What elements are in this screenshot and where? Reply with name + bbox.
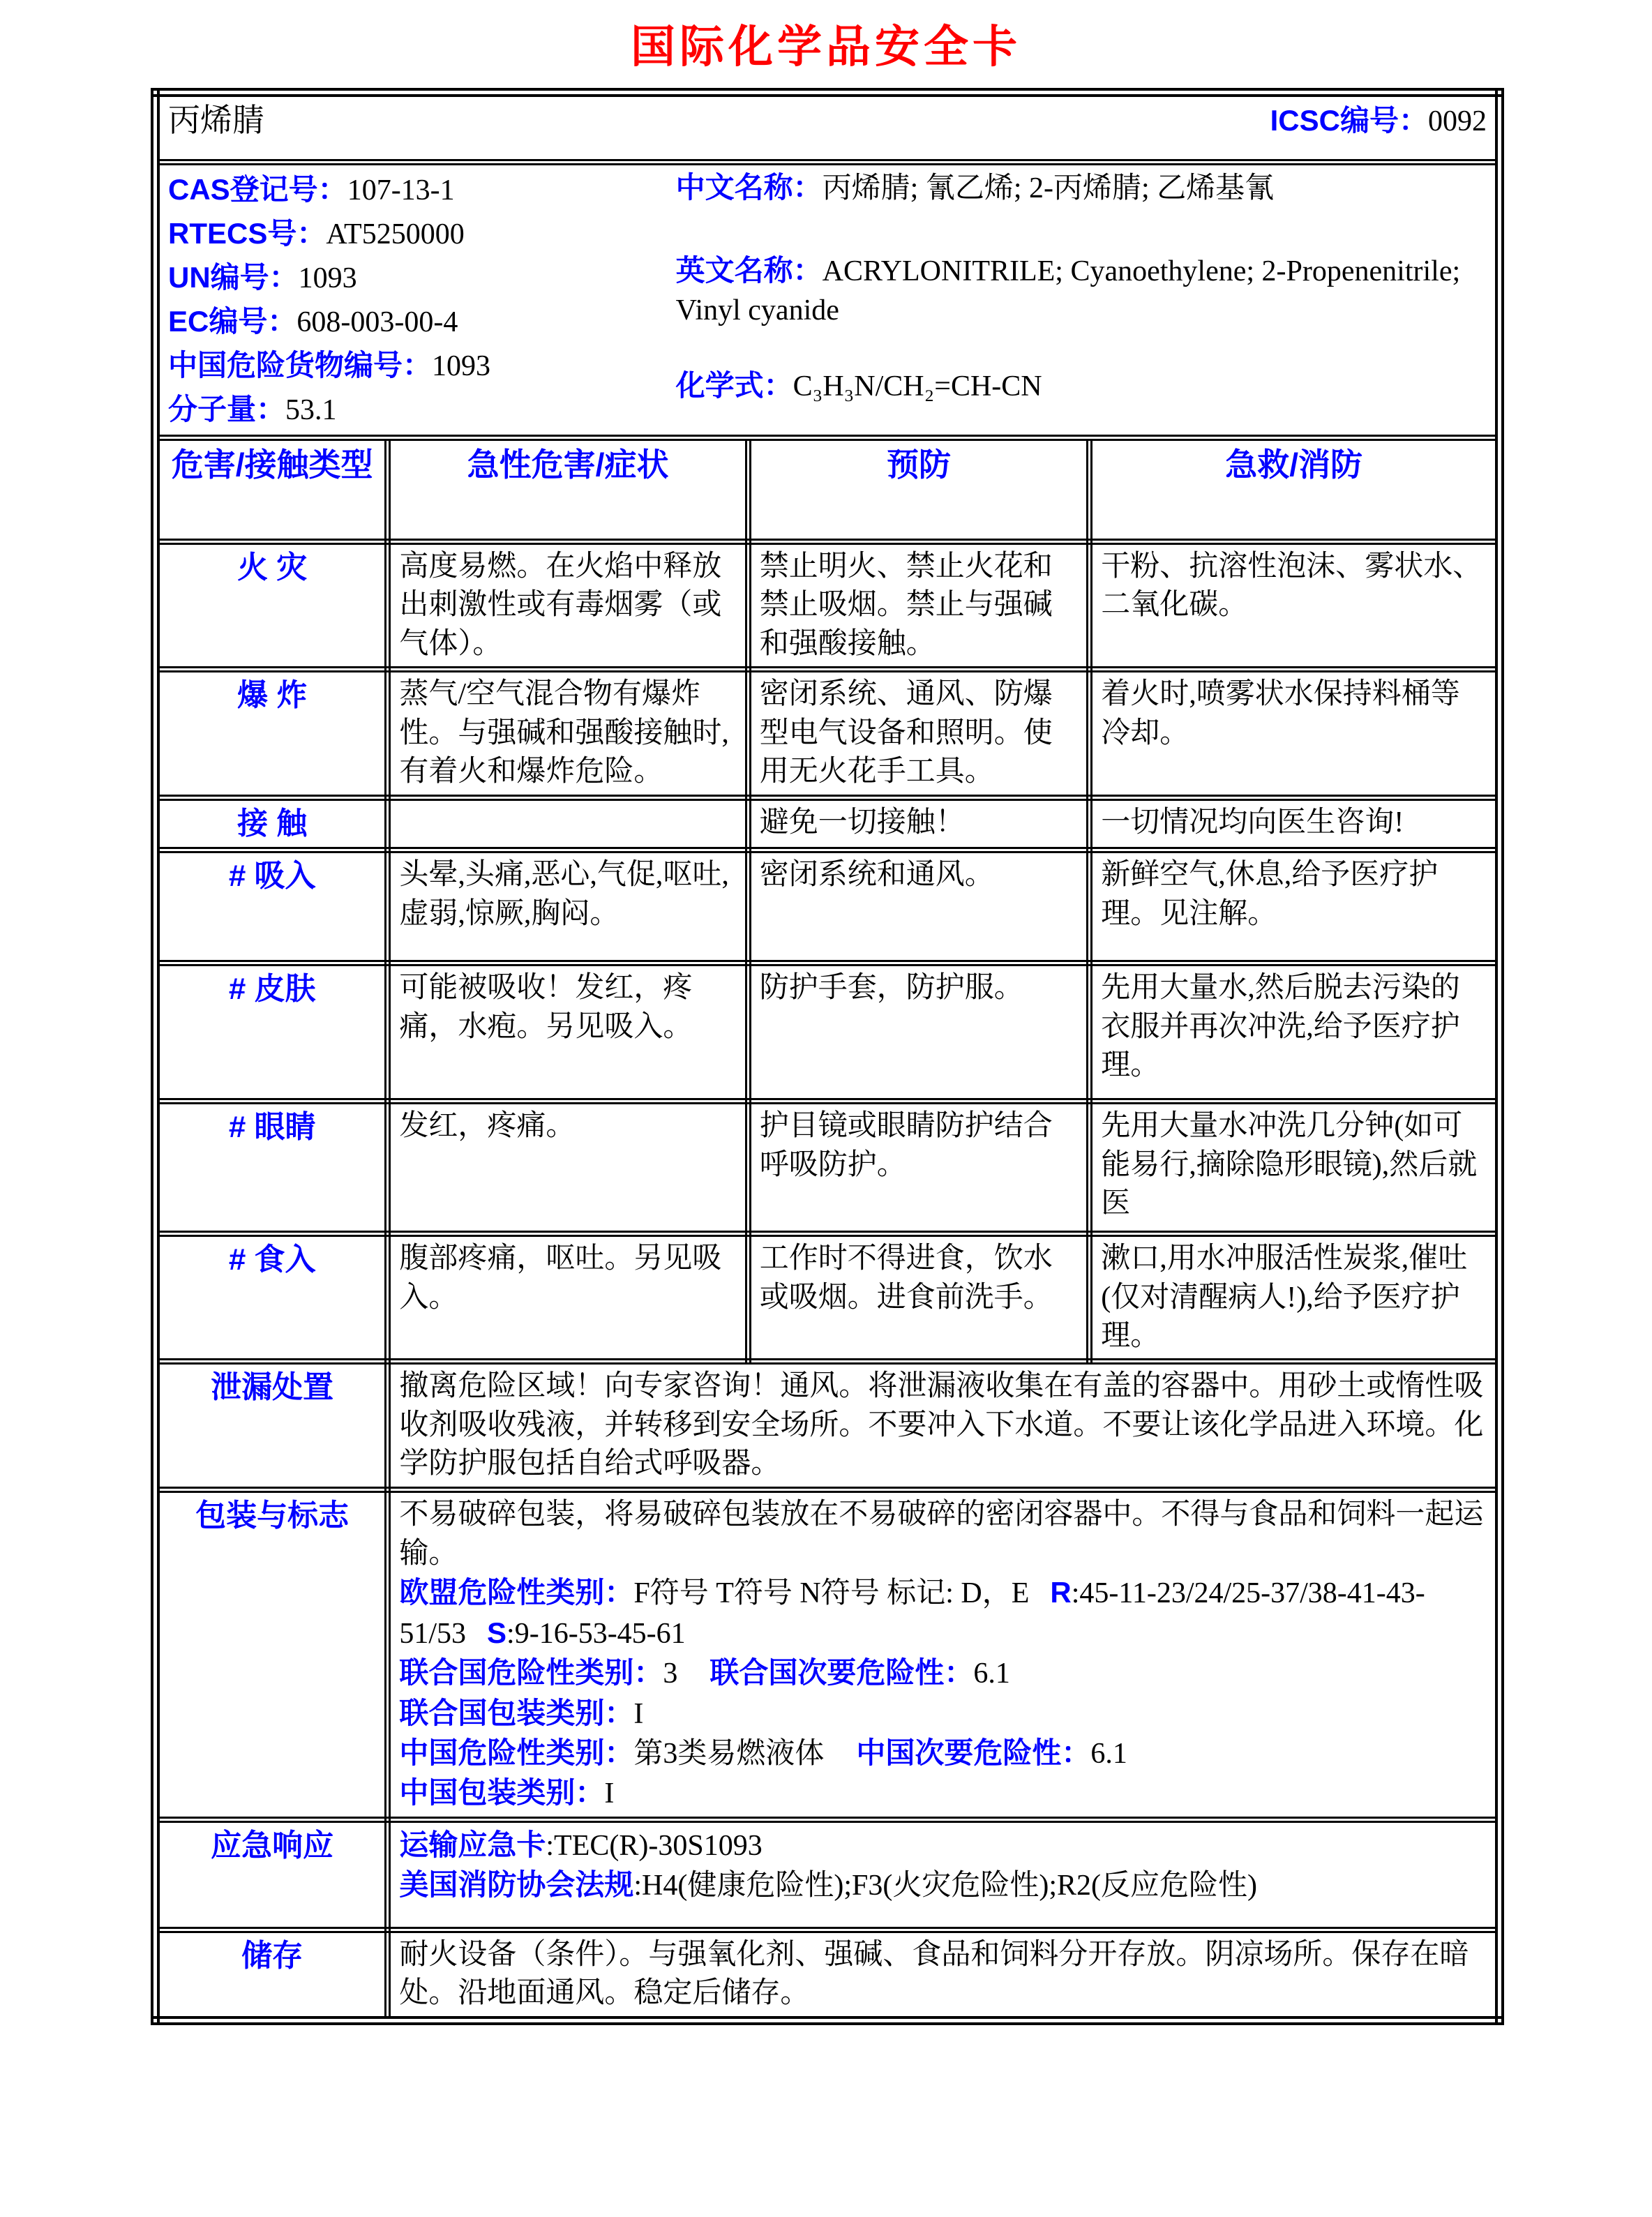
- cn-subrisk-value: 6.1: [1090, 1738, 1127, 1770]
- storage-label: 储存: [156, 1930, 388, 2020]
- spill-label: 泄漏处置: [156, 1362, 388, 1490]
- header-acute-symptoms: 急性危害/症状: [388, 438, 748, 542]
- exposure-symptoms-cell: [388, 797, 748, 850]
- ingestion-response-cell: 漱口,用水冲服活性炭浆,催吐(仅对清醒病人!),给予医疗护理。: [1090, 1234, 1500, 1362]
- emergency-content: [388, 1819, 1500, 1930]
- identification-left-column: [168, 168, 676, 432]
- un-class-label: 联合国危险性类别：: [399, 1656, 663, 1690]
- nfpa-line: [399, 1865, 1487, 1905]
- cas-number-row: [168, 168, 676, 212]
- icsc-page: [0, 11, 1652, 2217]
- cn-packgroup-value: I: [604, 1778, 615, 1810]
- skin-symptoms-cell: 可能被吸收！发红，疼痛，水疱。另见吸入。: [388, 963, 748, 1102]
- icsc-number-label: ICSC编号：: [1270, 103, 1428, 137]
- transport-card-value: :TEC(R)-30S1093: [546, 1829, 763, 1862]
- chinese-name-row: [676, 168, 1487, 208]
- molecular-weight-value: 53.1: [285, 394, 337, 426]
- inhalation-row-label: # 吸入: [156, 850, 388, 963]
- transport-card-line: [399, 1826, 1487, 1865]
- identification-right-column: [676, 168, 1487, 432]
- un-number-value: 1093: [298, 262, 357, 294]
- rtecs-number-value: AT5250000: [326, 218, 465, 250]
- explosion-symptoms-cell: 蒸气/空气混合物有爆炸性。与强碱和强酸接触时,有着火和爆炸危险。: [388, 670, 748, 797]
- cn-class-label: 中国危险性类别：: [399, 1736, 634, 1769]
- ec-number-label: EC编号：: [168, 305, 297, 338]
- hazard-row-explosion: [156, 670, 1500, 797]
- nfpa-value: :H4(健康危险性);F3(火灾危险性);R2(反应危险性): [633, 1870, 1258, 1902]
- emergency-row: [156, 1819, 1500, 1930]
- cn-packgroup-line: [399, 1773, 1487, 1813]
- spill-row: [156, 1362, 1500, 1490]
- inhalation-prevention-cell: 密闭系统和通风。: [748, 850, 1089, 963]
- rtecs-number-row: [168, 212, 676, 256]
- emergency-label: 应急响应: [156, 1819, 388, 1930]
- inhalation-response-cell: 新鲜空气,休息,给予医疗护理。见注解。: [1090, 850, 1500, 963]
- ec-number-value: 608-003-00-4: [296, 306, 458, 338]
- s-phrase-label: S: [487, 1616, 507, 1649]
- china-dg-number-label: 中国危险货物编号：: [168, 349, 433, 382]
- hazard-row-inhalation: [156, 850, 1500, 963]
- hazard-row-exposure: [156, 797, 1500, 850]
- exposure-row-label: 接 触: [156, 797, 388, 850]
- hazard-row-ingestion: [156, 1234, 1500, 1362]
- inhalation-symptoms-cell: 头晕,头痛,恶心,气促,呕吐,虚弱,惊厥,胸闷。: [388, 850, 748, 963]
- cas-number-label: CAS登记号：: [168, 173, 347, 206]
- un-number-label: UN编号：: [168, 261, 299, 294]
- packaging-intro: 不易破碎包装，将易破碎包装放在不易破碎的密闭容器中。不得与食品和饲料一起运输。: [399, 1498, 1484, 1570]
- fire-row-label: 火 灾: [156, 542, 388, 670]
- molecular-weight-row: [168, 388, 676, 432]
- chinese-name-value: 丙烯腈; 氰乙烯; 2-丙烯腈; 乙烯基氰: [822, 172, 1275, 204]
- fire-response-cell: 干粉、抗溶性泡沫、雾状水、二氧化碳。: [1090, 542, 1500, 670]
- s-phrase-value: :9-16-53-45-61: [506, 1617, 686, 1650]
- skin-response-cell: 先用大量水,然后脱去污染的衣服并再次冲洗,给予医疗护理。: [1090, 963, 1500, 1102]
- explosion-prevention-cell: 密闭系统、通风、防爆型电气设备和照明。使用无火花手工具。: [748, 670, 1089, 797]
- substance-name: 丙烯腈: [168, 103, 264, 138]
- nfpa-label: 美国消防协会法规: [399, 1868, 634, 1902]
- un-packgroup-value: I: [633, 1697, 644, 1730]
- icsc-number-value: 0092: [1428, 105, 1487, 137]
- un-number-row: [168, 256, 676, 300]
- eyes-row-label: # 眼睛: [156, 1102, 388, 1234]
- hazard-row-eyes: [156, 1102, 1500, 1234]
- icsc-card-table: [151, 88, 1504, 2025]
- english-name-value: ACRYLONITRILE; Cyanoethylene; 2-Propenenitrile; Vinyl cyanide: [675, 255, 1461, 326]
- cn-subrisk-label: 中国次要危险性：: [856, 1736, 1091, 1769]
- china-dg-number-row: [168, 344, 676, 388]
- china-dg-number-value: 1093: [432, 350, 491, 382]
- skin-prevention-cell: 防护手套，防护服。: [748, 963, 1089, 1102]
- skin-row-label: # 皮肤: [156, 963, 388, 1102]
- cn-classification-line: [399, 1734, 1487, 1773]
- eyes-prevention-cell: 护目镜或眼睛防护结合呼吸防护。: [748, 1102, 1089, 1234]
- cn-class-value: 第3类易燃液体: [633, 1738, 825, 1770]
- un-classification-line: [399, 1653, 1487, 1693]
- eyes-symptoms-cell: 发红，疼痛。: [388, 1102, 748, 1234]
- hazard-row-fire: [156, 542, 1500, 670]
- english-name-label: 英文名称：: [675, 254, 823, 287]
- spill-text: 撤离危险区域！向专家咨询！通风。将泄漏液收集在有盖的容器中。用砂土或惰性吸收剂吸收残液，并转移到安全场所。不要冲入下水道。不要让该化学品进入环境。化学防护服包括自给式呼吸器。: [388, 1362, 1500, 1490]
- chemical-formula-row: [676, 366, 1487, 406]
- english-name-row: [676, 251, 1487, 330]
- ingestion-prevention-cell: 工作时不得进食，饮水或吸烟。进食前洗手。: [748, 1234, 1089, 1362]
- un-class-value: 3: [663, 1658, 678, 1690]
- chemical-formula-value: C₃H₃N/CH₂=CH-CN: [793, 370, 1042, 403]
- eyes-response-cell: 先用大量水冲洗几分钟(如可能易行,摘除隐形眼镜),然后就医: [1090, 1102, 1500, 1234]
- chinese-name-label: 中文名称：: [675, 171, 823, 204]
- packaging-row: [156, 1490, 1500, 1820]
- header-hazard-type: 危害/接触类型: [156, 438, 388, 542]
- exposure-prevention-cell: 避免一切接触！: [748, 797, 1089, 850]
- un-subrisk-label: 联合国次要危险性：: [709, 1656, 974, 1690]
- eu-class-value: F符号 T符号 N符号 标记: D，E: [633, 1577, 1030, 1610]
- transport-card-label: 运输应急卡: [399, 1828, 546, 1861]
- eu-classification-line: [399, 1573, 1487, 1653]
- hazard-row-skin: [156, 963, 1500, 1102]
- explosion-row-label: 爆 炸: [156, 670, 388, 797]
- header-prevention: 预防: [748, 438, 1089, 542]
- storage-text: 耐火设备（条件）。与强氧化剂、强碱、食品和饲料分开存放。阴凉场所。保存在暗处。沿地面通风。稳定后储存。: [388, 1930, 1500, 2020]
- ingestion-symptoms-cell: 腹部疼痛，呕吐。另见吸入。: [388, 1234, 748, 1362]
- cn-packgroup-label: 中国包装类别：: [399, 1776, 605, 1810]
- ingestion-row-label: # 食入: [156, 1234, 388, 1362]
- fire-symptoms-cell: 高度易燃。在火焰中释放出刺激性或有毒烟雾（或气体）。: [388, 542, 748, 670]
- un-packgroup-label: 联合国包装类别：: [399, 1696, 634, 1729]
- card-header-cell: [156, 93, 1500, 163]
- icsc-number: [1270, 101, 1487, 141]
- cas-number-value: 107-13-1: [347, 174, 455, 206]
- header-first-aid-fire: 急救/消防: [1090, 438, 1500, 542]
- packaging-content: [388, 1490, 1500, 1820]
- storage-row: [156, 1930, 1500, 2020]
- molecular-weight-label: 分子量：: [168, 393, 286, 426]
- page-title: 国际化学品安全卡: [631, 22, 1021, 72]
- r-phrase-value: :45-11-23/24/25-37/38-41-43-51/53: [399, 1577, 1425, 1650]
- rtecs-number-label: RTECS号：: [168, 217, 326, 250]
- packaging-label: 包装与标志: [156, 1490, 388, 1820]
- fire-prevention-cell: 禁止明火、禁止火花和禁止吸烟。禁止与强碱和强酸接触。: [748, 542, 1089, 670]
- un-packgroup-line: [399, 1694, 1487, 1734]
- r-phrase-label: R: [1050, 1576, 1072, 1609]
- ec-number-row: [168, 300, 676, 344]
- identification-section: [156, 163, 1500, 438]
- exposure-response-cell: 一切情况均向医生咨询!: [1090, 797, 1500, 850]
- un-subrisk-value: 6.1: [973, 1658, 1010, 1690]
- eu-class-label: 欧盟危险性类别：: [399, 1576, 634, 1609]
- chemical-formula-label: 化学式：: [675, 369, 793, 402]
- explosion-response-cell: 着火时,喷雾状水保持料桶等冷却。: [1090, 670, 1500, 797]
